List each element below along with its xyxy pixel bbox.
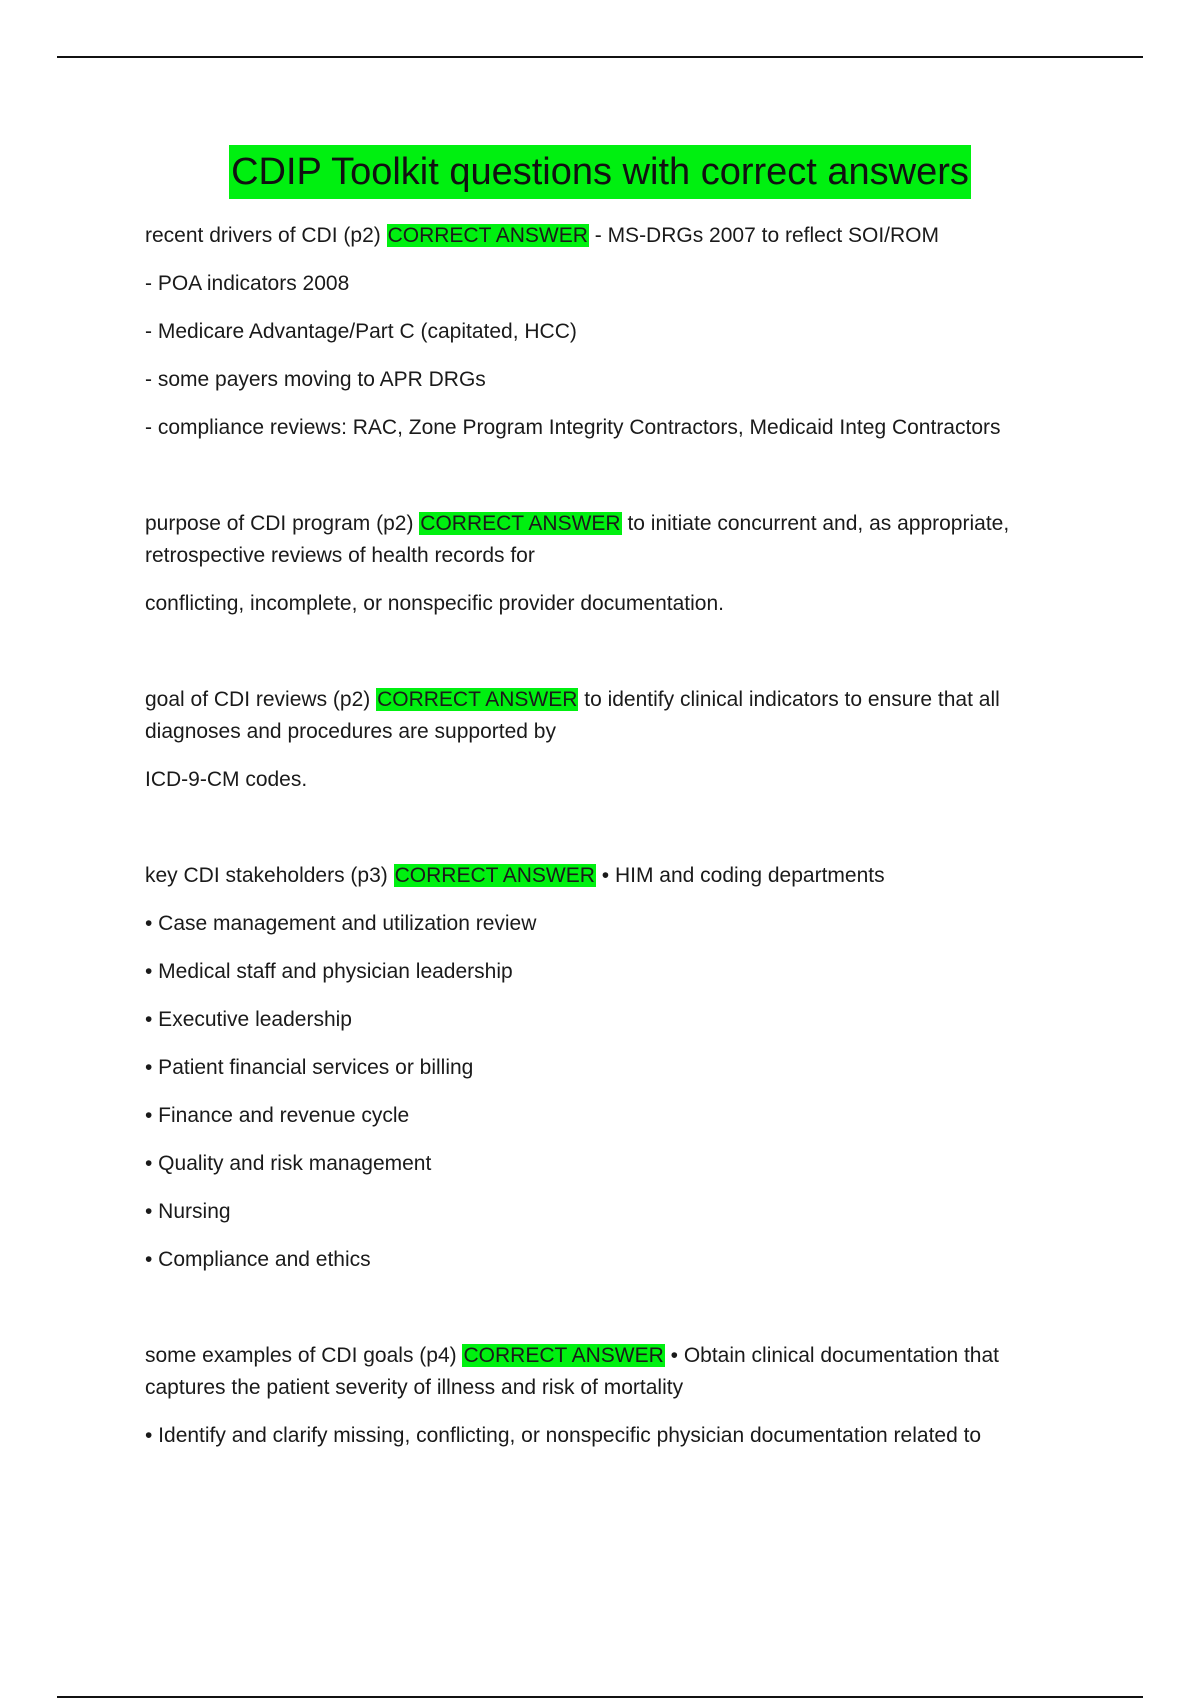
question-text: purpose of CDI program (p2)	[145, 512, 414, 535]
question-text: recent drivers of CDI (p2)	[145, 224, 381, 247]
page-title: CDIP Toolkit questions with correct answers	[229, 145, 971, 199]
correct-answer-label: CORRECT ANSWER	[420, 512, 621, 535]
answer-line: • Executive leadership	[145, 1008, 352, 1031]
qa-question-line	[145, 1340, 1070, 1404]
qa-question-line	[145, 684, 1070, 748]
answer-line: • Nursing	[145, 1200, 231, 1223]
answer-text: to identify clinical indicators to ensure that all diagnoses and procedures are supported by	[145, 688, 1000, 743]
correct-answer-label: CORRECT ANSWER	[463, 1344, 664, 1367]
answer-line: ICD-9-CM codes.	[145, 768, 308, 791]
answer-line: conflicting, incomplete, or nonspecific provider documentation.	[145, 592, 724, 615]
title-container	[0, 145, 1200, 199]
header-rule	[57, 56, 1143, 58]
answer-line: • Case management and utilization review	[145, 912, 537, 935]
qa-question-line	[145, 508, 1070, 572]
answer-line: - POA indicators 2008	[145, 272, 350, 295]
answer-line: • Compliance and ethics	[145, 1248, 371, 1271]
answer-line: - some payers moving to APR DRGs	[145, 368, 486, 391]
answer-text: - MS-DRGs 2007 to reflect SOI/ROM	[588, 224, 939, 247]
answer-line: - compliance reviews: RAC, Zone Program Integrity Contractors, Medicaid Integ Contractors	[145, 416, 1001, 439]
answer-line: • Medical staff and physician leadership	[145, 960, 513, 983]
answer-line: • Patient financial services or billing	[145, 1056, 474, 1079]
answer-line: • Finance and revenue cycle	[145, 1104, 410, 1127]
question-text: some examples of CDI goals (p4)	[145, 1344, 457, 1367]
answer-line: • Quality and risk management	[145, 1152, 432, 1175]
answer-text: to initiate concurrent and, as appropriate, retrospective reviews of health records for	[145, 512, 1010, 567]
correct-answer-label: CORRECT ANSWER	[387, 224, 588, 247]
answer-text: • HIM and coding departments	[595, 864, 885, 887]
answer-text: • Obtain clinical documentation that captures the patient severity of illness and risk of mortality	[145, 1344, 1000, 1399]
question-text: goal of CDI reviews (p2)	[145, 688, 371, 711]
answer-line: • Identify and clarify missing, conflicting, or nonspecific physician documentation related to	[145, 1424, 982, 1447]
question-text: key CDI stakeholders (p3)	[145, 864, 388, 887]
qa-question-line	[145, 220, 1070, 252]
qa-content	[145, 220, 1070, 1468]
correct-answer-label: CORRECT ANSWER	[377, 688, 578, 711]
answer-line: - Medicare Advantage/Part C (capitated, HCC)	[145, 320, 577, 343]
qa-question-line	[145, 860, 1070, 892]
correct-answer-label: CORRECT ANSWER	[394, 864, 595, 887]
footer-rule	[57, 1696, 1143, 1698]
